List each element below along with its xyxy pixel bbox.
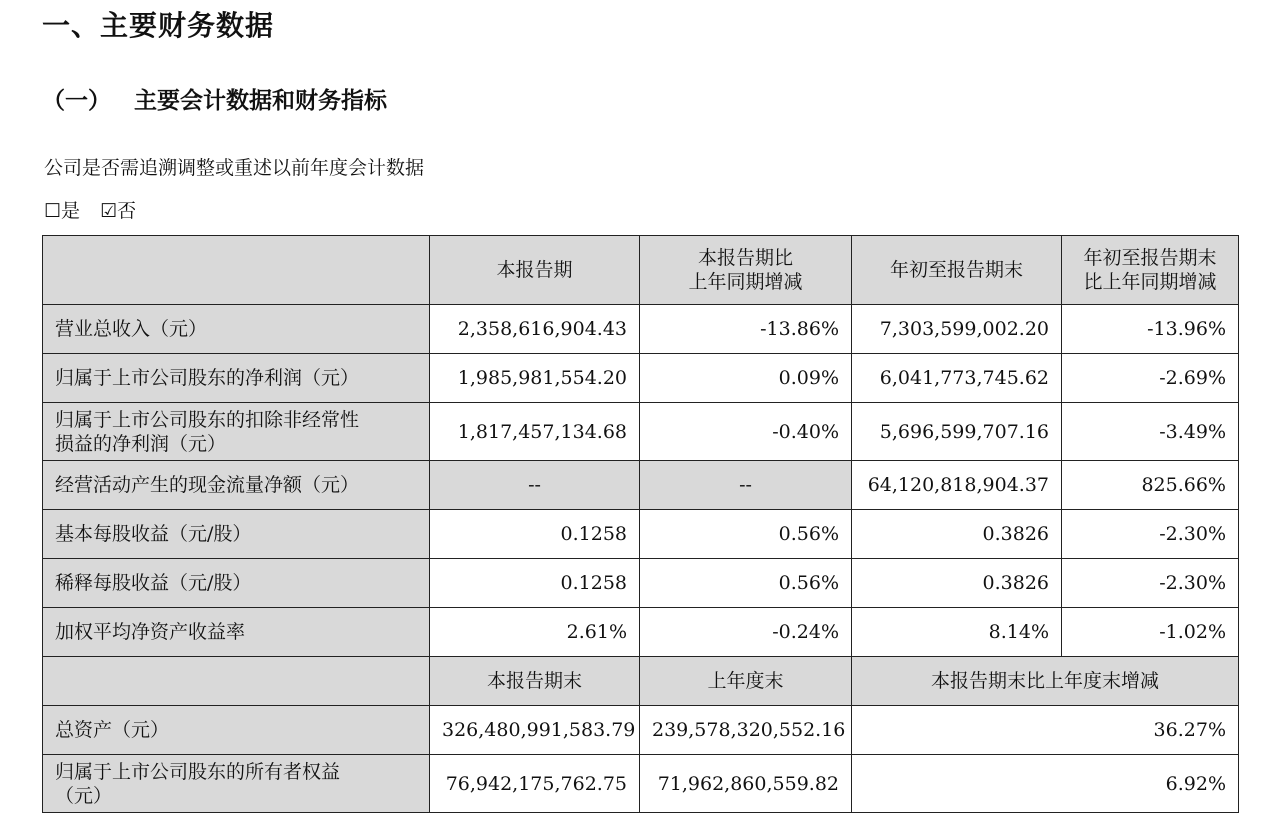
table-row — [43, 403, 1239, 461]
value-cell: 0.3826 — [852, 510, 1062, 559]
checked-box-icon: ☑ — [100, 200, 118, 222]
row-label: 总资产（元） — [43, 706, 430, 755]
table-row — [43, 305, 1239, 354]
value-cell: 1,817,457,134.68 — [430, 403, 640, 461]
row-label: 加权平均净资产收益率 — [43, 608, 430, 657]
option-yes[interactable] — [44, 200, 80, 222]
value-cell: -13.86% — [640, 305, 852, 354]
option-no-label: 否 — [117, 200, 137, 222]
row-label: 稀释每股收益（元/股） — [43, 559, 430, 608]
subsection-number: （一） — [42, 87, 111, 114]
section-heading: 一、主要财务数据 — [42, 9, 275, 42]
row-label: 经营活动产生的现金流量净额（元） — [43, 461, 430, 510]
value-cell: -2.30% — [1062, 559, 1239, 608]
table-row — [43, 559, 1239, 608]
value-cell: -13.96% — [1062, 305, 1239, 354]
value-cell: -0.40% — [640, 403, 852, 461]
row-label: 归属于上市公司股东的净利润（元） — [43, 354, 430, 403]
value-cell: -2.30% — [1062, 510, 1239, 559]
row-label: 归属于上市公司股东的所有者权益 （元） — [43, 755, 430, 813]
header-cell: 上年度末 — [640, 657, 852, 706]
restatement-question: 公司是否需追溯调整或重述以前年度会计数据 — [44, 157, 425, 179]
value-cell: 71,962,860,559.82 — [640, 755, 852, 813]
value-cell: 5,696,599,707.16 — [852, 403, 1062, 461]
value-cell: 239,578,320,552.16 — [640, 706, 852, 755]
value-cell: 36.27% — [852, 706, 1239, 755]
header-cell: 年初至报告期末 — [852, 236, 1062, 305]
header-cell-blank — [43, 657, 430, 706]
value-cell: 6,041,773,745.62 — [852, 354, 1062, 403]
value-cell: 1,985,981,554.20 — [430, 354, 640, 403]
table-row — [43, 461, 1239, 510]
value-cell: 64,120,818,904.37 — [852, 461, 1062, 510]
option-no[interactable] — [100, 200, 136, 222]
value-cell: -0.24% — [640, 608, 852, 657]
value-cell: -- — [640, 461, 852, 510]
row-label: 归属于上市公司股东的扣除非经常性 损益的净利润（元） — [43, 403, 430, 461]
row-label: 营业总收入（元） — [43, 305, 430, 354]
table-header-row — [43, 236, 1239, 305]
header-cell: 本报告期比 上年同期增减 — [640, 236, 852, 305]
value-cell: 0.09% — [640, 354, 852, 403]
restatement-options — [44, 196, 150, 223]
table-row — [43, 608, 1239, 657]
value-cell: 0.56% — [640, 559, 852, 608]
value-cell: 0.1258 — [430, 510, 640, 559]
header-cell: 本报告期 — [430, 236, 640, 305]
table-row — [43, 510, 1239, 559]
header-cell-blank — [43, 236, 430, 305]
value-cell: 825.66% — [1062, 461, 1239, 510]
header-cell: 本报告期末比上年度末增减 — [852, 657, 1239, 706]
header-cell: 年初至报告期末 比上年同期增减 — [1062, 236, 1239, 305]
value-cell: 0.1258 — [430, 559, 640, 608]
row-label: 基本每股收益（元/股） — [43, 510, 430, 559]
value-cell: 326,480,991,583.79 — [430, 706, 640, 755]
table-row — [43, 706, 1239, 755]
value-cell: 2.61% — [430, 608, 640, 657]
value-cell: -2.69% — [1062, 354, 1239, 403]
value-cell: -- — [430, 461, 640, 510]
value-cell: 0.3826 — [852, 559, 1062, 608]
subsection-title: 主要会计数据和财务指标 — [134, 87, 387, 114]
value-cell: 2,358,616,904.43 — [430, 305, 640, 354]
table-subheader-row — [43, 657, 1239, 706]
value-cell: 76,942,175,762.75 — [430, 755, 640, 813]
value-cell: 7,303,599,002.20 — [852, 305, 1062, 354]
value-cell: 0.56% — [640, 510, 852, 559]
table-row — [43, 755, 1239, 813]
option-yes-label: 是 — [61, 200, 81, 222]
subsection-heading — [42, 82, 387, 115]
value-cell: 6.92% — [852, 755, 1239, 813]
header-cell: 本报告期末 — [430, 657, 640, 706]
value-cell: -1.02% — [1062, 608, 1239, 657]
financial-data-table — [42, 235, 1239, 813]
value-cell: -3.49% — [1062, 403, 1239, 461]
unchecked-box-icon: ☐ — [44, 200, 62, 222]
value-cell: 8.14% — [852, 608, 1062, 657]
table-row — [43, 354, 1239, 403]
